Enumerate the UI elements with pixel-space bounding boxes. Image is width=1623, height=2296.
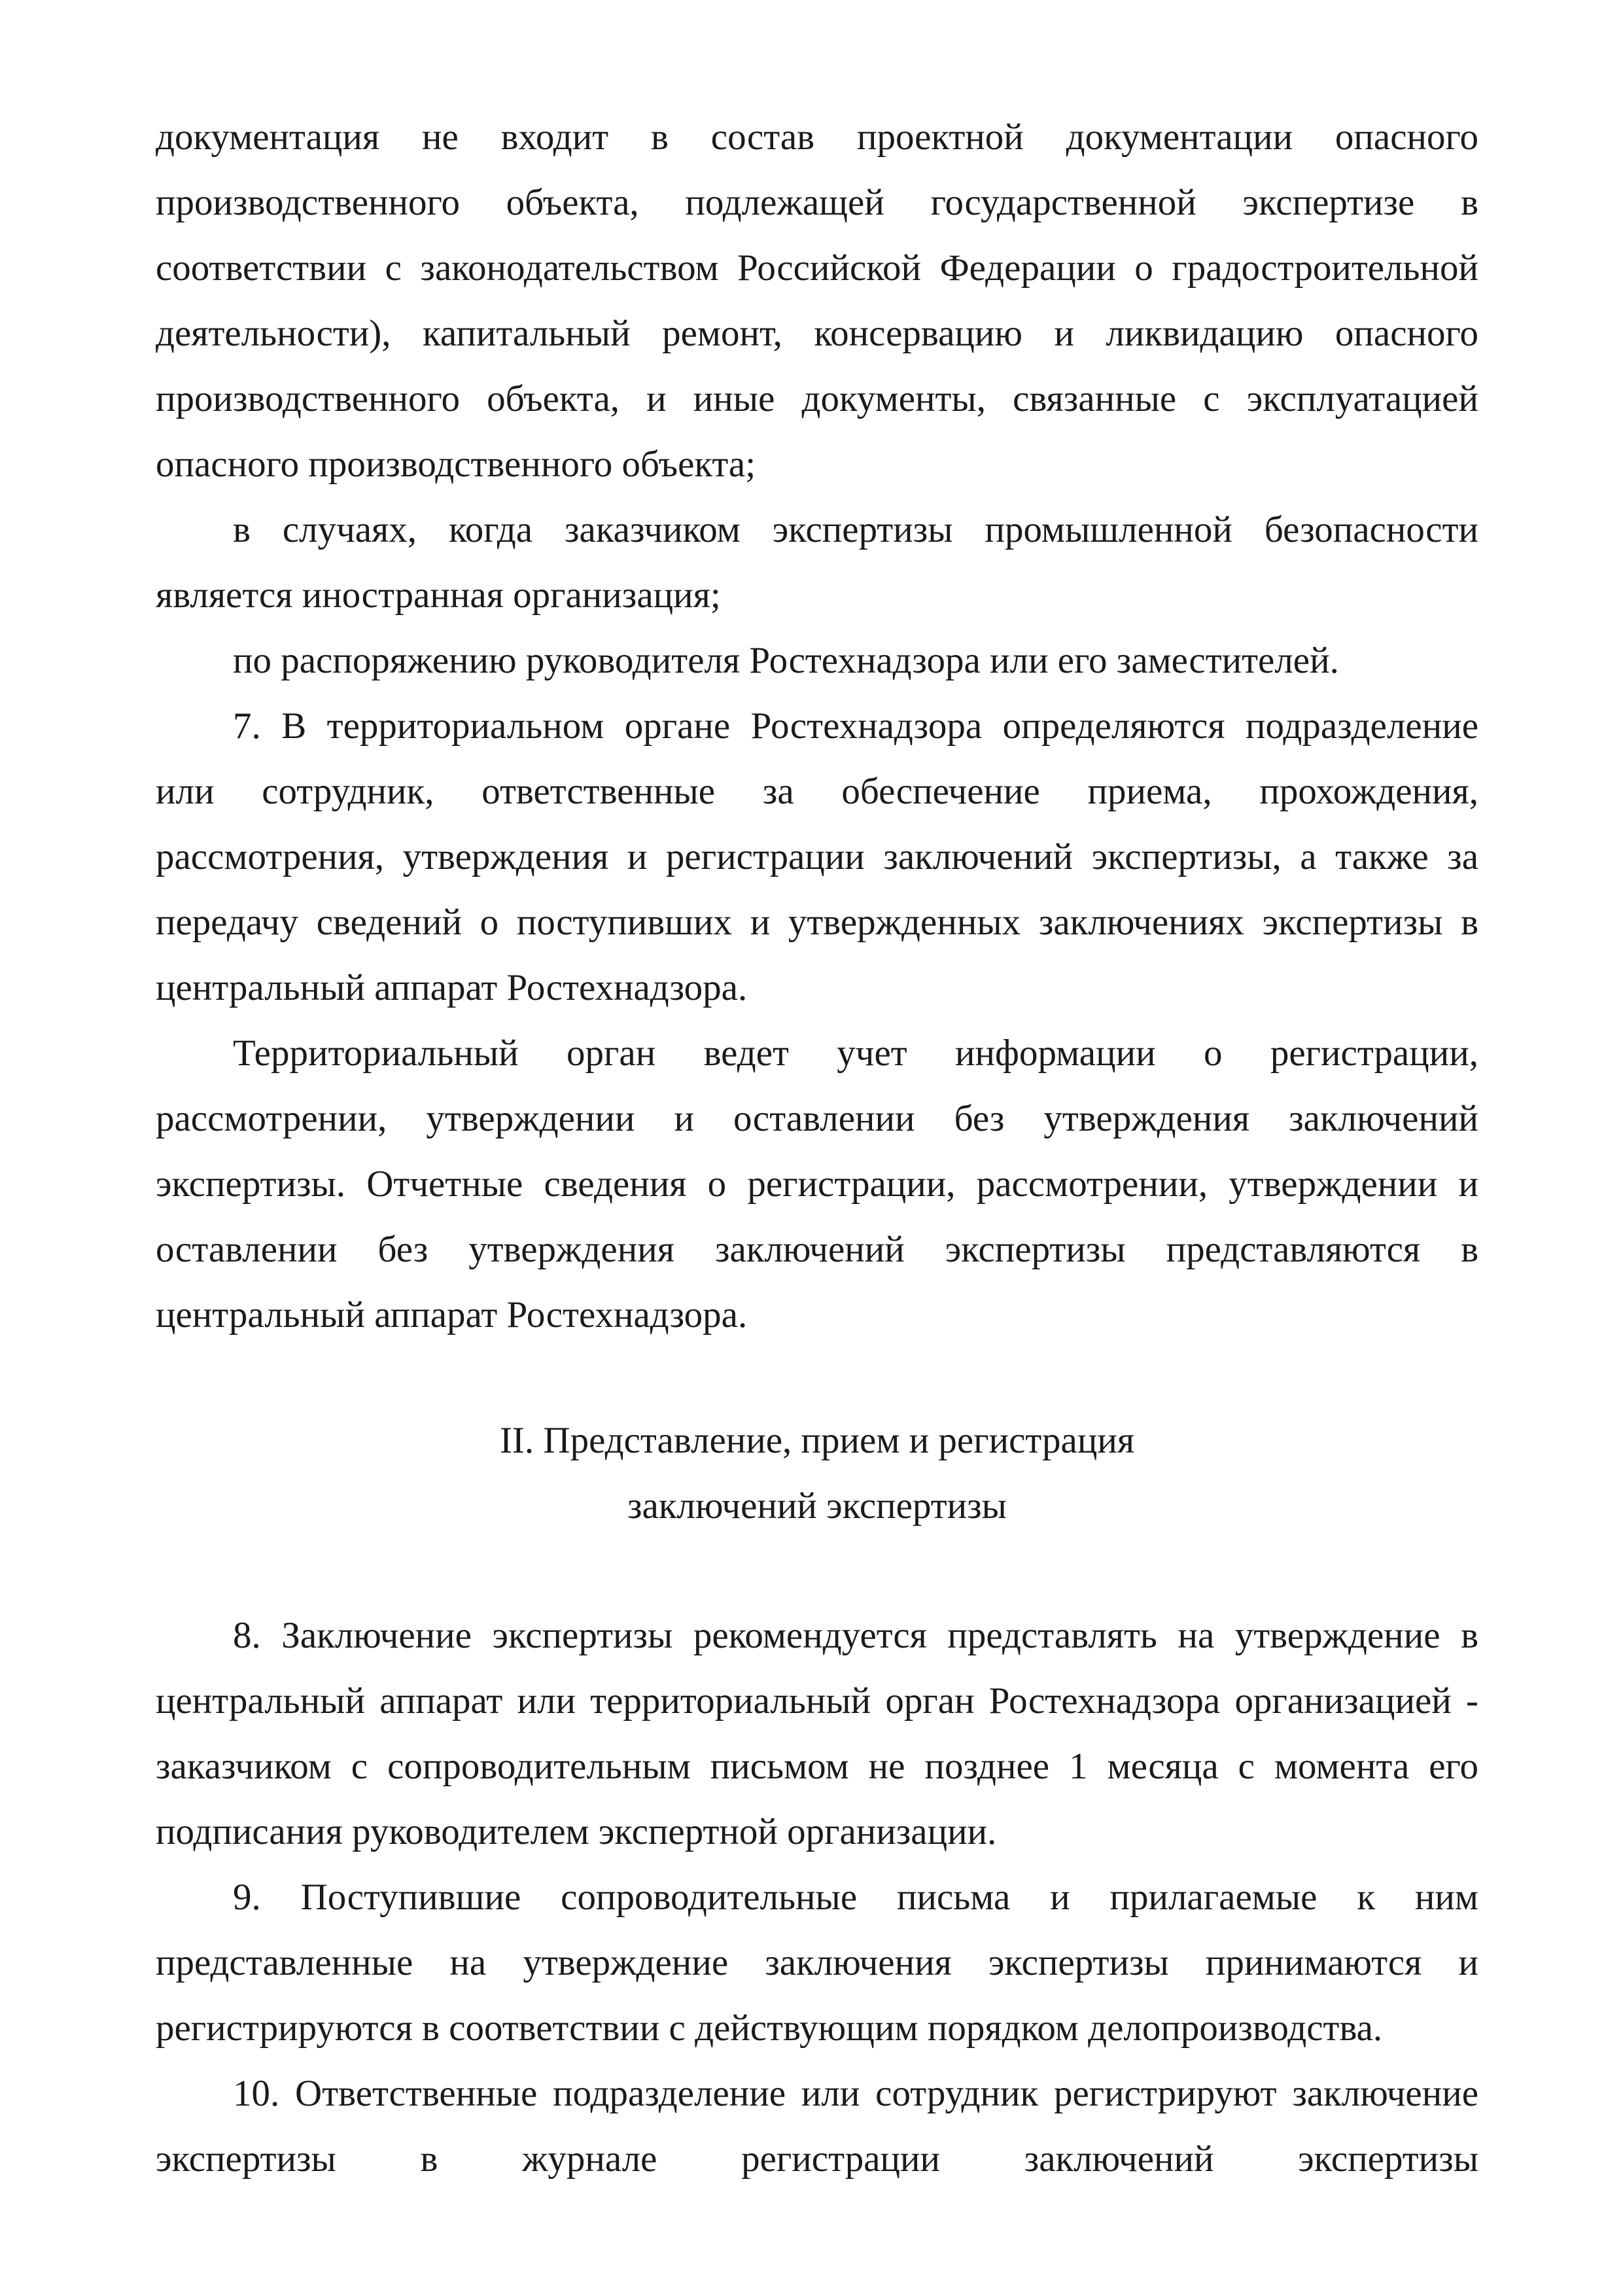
section-heading xyxy=(156,1408,1478,1539)
paragraph-item-7: 7. В территориальном органе Ростехнадзора определяются подразделение или сотрудник, ответственные за обеспечение приема, прохождения, рассмотрения, утверждения и регистрации заключений экспертизы, а также за передачу сведений о поступивших и утвержденных заключениях экспертизы в центральный аппарат Ростехнадзора. xyxy=(156,705,1478,1008)
document-page xyxy=(156,105,1478,2192)
section-heading-line-2: заключений экспертизы xyxy=(627,1485,1007,1527)
paragraph-continuation: документация не входит в состав проектной документации опасного производственного объекта, подлежащей государственной экспертизе в соответствии с законодательством Российской Федерации о градостроительной деятельности), капитальный ремонт, консервацию и ликвидацию опасного производственного объекта, и иные документы, связанные с эксплуатацией опасного производственного объекта; xyxy=(156,116,1478,485)
paragraph-item-8: 8. Заключение экспертизы рекомендуется представлять на утверждение в центральный аппарат или территориальный орган Ростехнадзора организацией - заказчиком с сопроводительным письмом не позднее 1 месяца с момента его подписания руководителем экспертной организации. xyxy=(156,1615,1478,1852)
paragraph-item-7-accounting: Территориальный орган ведет учет информации о регистрации, рассмотрении, утверждении и оставлении без утверждения заключений экспертизы. Отчетные сведения о регистрации, рассмотрении, утверждении и оставлении без утверждения заключений экспертизы представляются в центральный аппарат Ростехнадзора. xyxy=(156,1033,1478,1335)
paragraph-item-10: 10. Ответственные подразделение или сотрудник регистрируют заключение экспертизы в журнале регистрации заключений экспертизы xyxy=(156,2073,1478,2180)
section-heading-line-1: II. Представление, прием и регистрация xyxy=(499,1420,1135,1461)
paragraph-item-9: 9. Поступившие сопроводительные письма и прилагаемые к ним представленные на утверждение заключения экспертизы принимаются и регистрируются в соответствии с действующим порядком делопроизводства. xyxy=(156,1877,1478,2049)
paragraph-foreign-customer: в случаях, когда заказчиком экспертизы промышленной безопасности является иностранная организация; xyxy=(156,509,1478,616)
paragraph-by-order: по распоряжению руководителя Ростехнадзора или его заместителей. xyxy=(233,640,1339,681)
